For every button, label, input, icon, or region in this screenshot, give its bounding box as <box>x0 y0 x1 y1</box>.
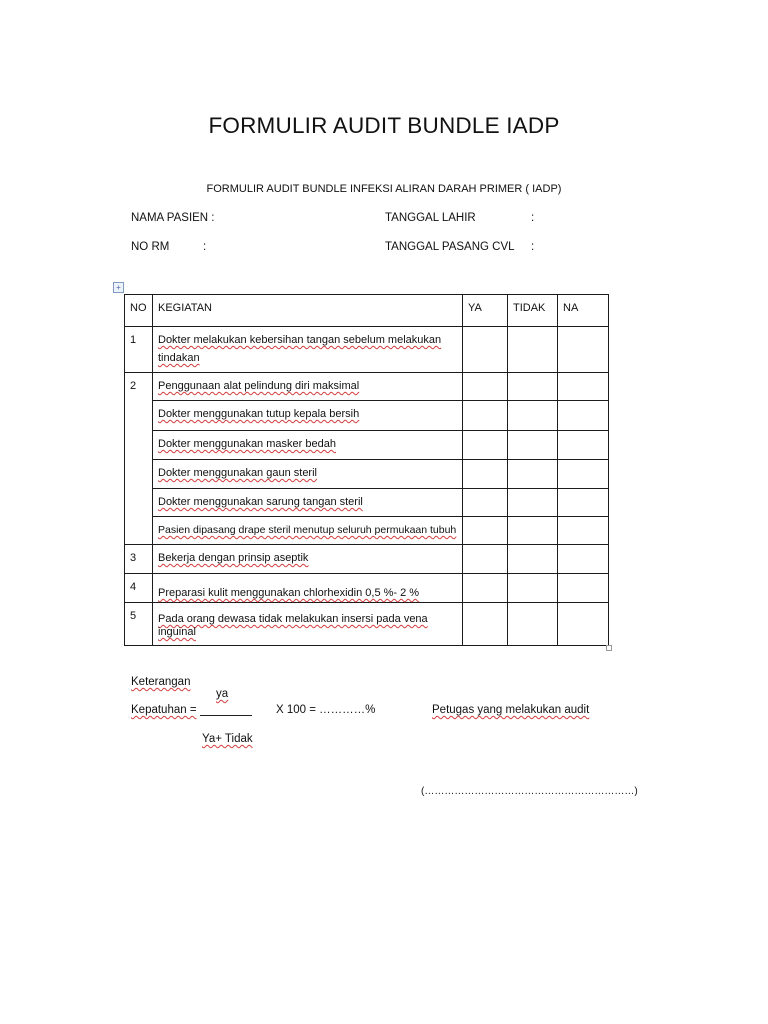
checkbox-cell-ya[interactable] <box>463 327 508 373</box>
row-kegiatan: Pada orang dewasa tidak melakukan insersi pada vena inguinal <box>153 603 463 646</box>
row-number: 3 <box>125 545 153 574</box>
checkbox-cell-tidak[interactable] <box>508 574 558 603</box>
kepatuhan-label: Kepatuhan = <box>131 704 197 716</box>
checkbox-cell-tidak[interactable] <box>508 517 558 545</box>
header-na: NA <box>558 295 609 327</box>
signature-line: (………………………………………………………) <box>421 786 638 797</box>
row-kegiatan: Dokter melakukan kebersihan tangan sebelum melakukan tindakan <box>153 327 463 373</box>
header-ya: YA <box>463 295 508 327</box>
tanggal-pasang-label: TANGGAL PASANG CVL <box>385 241 515 253</box>
row-kegiatan: Dokter menggunakan sarung tangan steril <box>153 489 463 517</box>
row-kegiatan: Dokter menggunakan gaun steril <box>153 460 463 489</box>
table-row <box>125 489 609 517</box>
table-row <box>125 460 609 489</box>
checkbox-cell-na[interactable] <box>558 460 609 489</box>
table-row <box>125 327 609 373</box>
tanggal-pasang-colon: : <box>531 241 535 253</box>
table-header-row <box>125 295 609 327</box>
row-kegiatan: Pasien dipasang drape steril menutup seluruh permukaan tubuh <box>153 517 463 545</box>
table-row <box>125 431 609 460</box>
checkbox-cell-na[interactable] <box>558 431 609 460</box>
checkbox-cell-tidak[interactable] <box>508 545 558 574</box>
table-row <box>125 545 609 574</box>
row-kegiatan: Preparasi kulit menggunakan chlorhexidin 0,5 %- 2 % <box>153 574 463 603</box>
checkbox-cell-ya[interactable] <box>463 489 508 517</box>
checkbox-cell-na[interactable] <box>558 574 609 603</box>
row-number: 2 <box>125 373 153 545</box>
tanggal-lahir-colon: : <box>531 212 535 224</box>
fraction-denominator: Ya+ Tidak <box>202 733 253 745</box>
petugas-label: Petugas yang melakukan audit <box>432 704 590 716</box>
checkbox-cell-ya[interactable] <box>463 431 508 460</box>
row-kegiatan: Penggunaan alat pelindung diri maksimal <box>153 373 463 401</box>
no-rm-label: NO RM <box>131 241 170 253</box>
row-kegiatan: Dokter menggunakan masker bedah <box>153 431 463 460</box>
checkbox-cell-ya[interactable] <box>463 574 508 603</box>
checkbox-cell-na[interactable] <box>558 517 609 545</box>
table-resize-handle-icon[interactable] <box>606 645 612 651</box>
table-row <box>125 603 609 646</box>
checkbox-cell-na[interactable] <box>558 489 609 517</box>
kepatuhan-formula: X 100 = …………% <box>276 704 376 716</box>
checkbox-cell-tidak[interactable] <box>508 489 558 517</box>
checkbox-cell-tidak[interactable] <box>508 327 558 373</box>
checkbox-cell-tidak[interactable] <box>508 373 558 401</box>
checkbox-cell-na[interactable] <box>558 373 609 401</box>
no-rm-colon: : <box>203 241 207 253</box>
header-tidak: TIDAK <box>508 295 558 327</box>
header-no: NO <box>125 295 153 327</box>
checkbox-cell-na[interactable] <box>558 401 609 431</box>
table-row <box>125 574 609 603</box>
fraction-line <box>200 715 252 716</box>
fraction-numerator: ya <box>216 688 229 700</box>
checkbox-cell-ya[interactable] <box>463 460 508 489</box>
keterangan-label: Keterangan <box>131 676 191 688</box>
tanggal-lahir-label: TANGGAL LAHIR <box>385 212 476 224</box>
checkbox-cell-na[interactable] <box>558 545 609 574</box>
row-number: 5 <box>125 603 153 646</box>
checkbox-cell-ya[interactable] <box>463 373 508 401</box>
checkbox-cell-ya[interactable] <box>463 545 508 574</box>
row-kegiatan: Dokter menggunakan tutup kepala bersih <box>153 401 463 431</box>
checkbox-cell-na[interactable] <box>558 603 609 646</box>
row-number: 4 <box>125 574 153 603</box>
checkbox-cell-tidak[interactable] <box>508 401 558 431</box>
row-kegiatan: Bekerja dengan prinsip aseptik <box>153 545 463 574</box>
form-subtitle: FORMULIR AUDIT BUNDLE INFEKSI ALIRAN DARAH PRIMER ( IADP) <box>206 183 562 195</box>
checkbox-cell-ya[interactable] <box>463 517 508 545</box>
table-row <box>125 373 609 401</box>
header-kegiatan: KEGIATAN <box>153 295 463 327</box>
nama-pasien-label: NAMA PASIEN : <box>131 212 215 224</box>
checkbox-cell-ya[interactable] <box>463 603 508 646</box>
checkbox-cell-na[interactable] <box>558 327 609 373</box>
checkbox-cell-tidak[interactable] <box>508 460 558 489</box>
checkbox-cell-tidak[interactable] <box>508 431 558 460</box>
table-row <box>125 517 609 545</box>
table-row <box>125 401 609 431</box>
page-title: FORMULIR AUDIT BUNDLE IADP <box>208 113 560 138</box>
checkbox-cell-tidak[interactable] <box>508 603 558 646</box>
checkbox-cell-ya[interactable] <box>463 401 508 431</box>
row-number: 1 <box>125 327 153 373</box>
table-move-handle-icon[interactable]: + <box>113 282 124 293</box>
audit-table <box>124 294 609 646</box>
